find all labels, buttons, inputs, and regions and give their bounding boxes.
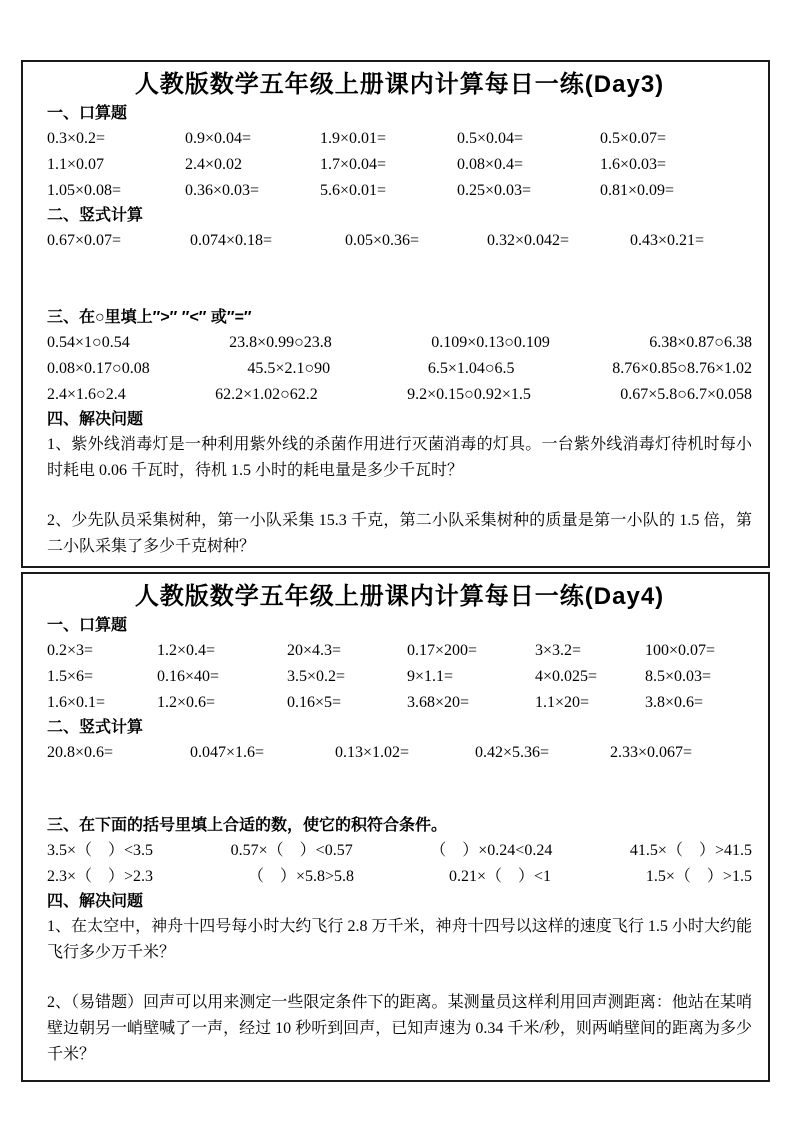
section-heading-oral-day3: 一、口算题: [47, 105, 128, 122]
section-heading-vertical-day3: 二、竖式计算: [47, 207, 144, 224]
exercise-row: [47, 228, 752, 254]
word-problems-day4: [47, 914, 752, 1068]
section-heading-oral-day4: 一、口算题: [47, 617, 128, 634]
exercise-item: （ ）×5.8>5.8: [247, 868, 355, 885]
exercise-item: 1.6×0.03=: [600, 156, 667, 173]
exercise-item: 0.16×5=: [287, 694, 342, 711]
exercise-item: 41.5×（ ）>41.5: [629, 842, 752, 859]
worksheet-title-day4: 人教版数学五年级上册课内计算每日一练(Day4): [134, 583, 665, 610]
vertical-exercises-day3: [47, 228, 752, 254]
exercise-item: 0.074×0.18=: [190, 232, 273, 249]
section-heading-compare-day4: 三、在下面的括号里填上合适的数，使它的积符合条件。: [47, 817, 448, 834]
word-problem: 2、（易错题）回声可以用来测定一些限定条件下的距离。某测量员这样利用回声测距离：他站在某哨壁边朝另一峭壁喊了一声，经过 10 秒听到回声，已知声速为 0.34 千米/秒，则两峭壁间的距离为多少千米？: [47, 994, 752, 1063]
exercise-item: 0.32×0.042=: [487, 232, 570, 249]
exercise-item: 0.81×0.09=: [600, 182, 675, 199]
exercise-item: 20×4.3=: [287, 642, 342, 659]
exercise-item: 1.1×0.07: [47, 156, 105, 173]
exercise-item: 45.5×2.1○90: [247, 360, 331, 377]
word-problem: 2、少先队员采集树种，第一小队采集 15.3 千克，第二小队采集树种的质量是第一小队的 1.5 倍，第二小队采集了多少千克树种？: [47, 512, 752, 555]
exercise-row: [47, 740, 752, 766]
exercise-row: [47, 356, 752, 382]
exercise-item: 3.68×20=: [407, 694, 470, 711]
exercise-row: [47, 690, 752, 716]
oral-exercises-day3: [47, 126, 752, 204]
exercise-item: 0.36×0.03=: [185, 182, 260, 199]
exercise-item: （ ）×0.24<0.24: [430, 842, 553, 859]
exercise-item: 0.05×0.36=: [345, 232, 420, 249]
exercise-row: [47, 152, 752, 178]
exercise-item: 1.2×0.4=: [157, 642, 216, 659]
exercise-row: [47, 126, 752, 152]
exercise-item: 0.42×5.36=: [475, 744, 550, 761]
compare-exercises-day3: [47, 330, 752, 408]
section-heading-compare-day3: 三、在○里填上″>″ ″<″ 或″=″: [47, 309, 252, 326]
exercise-item: 1.5×6=: [47, 668, 94, 685]
exercise-row: [47, 664, 752, 690]
exercise-item: 0.67×5.8○6.7×0.058: [620, 386, 752, 403]
exercise-item: 20.8×0.6=: [47, 744, 114, 761]
worksheet-day3: [21, 60, 770, 568]
exercise-item: 3.5×（ ）<3.5: [47, 842, 154, 859]
exercise-row: [47, 864, 752, 890]
exercise-item: 0.2×3=: [47, 642, 94, 659]
exercise-item: 0.08×0.17○0.08: [47, 360, 150, 377]
compare-exercises-day4: [47, 838, 752, 890]
exercise-item: 1.7×0.04=: [320, 156, 387, 173]
worksheet-day4: [21, 572, 770, 1082]
exercise-item: 0.5×0.04=: [457, 130, 524, 147]
exercise-item: 0.67×0.07=: [47, 232, 122, 249]
exercise-item: 0.13×1.02=: [335, 744, 410, 761]
exercise-item: 0.43×0.21=: [630, 232, 705, 249]
exercise-row: [47, 638, 752, 664]
exercise-item: 1.1×20=: [535, 694, 590, 711]
vertical-exercises-day4: [47, 740, 752, 766]
exercise-item: 6.38×0.87○6.38: [649, 334, 752, 351]
exercise-item: 1.2×0.6=: [157, 694, 216, 711]
exercise-item: 0.5×0.07=: [600, 130, 667, 147]
exercise-item: 0.57×（ ）<0.57: [230, 842, 353, 859]
exercise-row: [47, 382, 752, 408]
word-problem: 1、在太空中，神舟十四号每小时大约飞行 2.8 万千米，神舟十四号以这样的速度飞行 1.5 小时大约能飞行多少万千米？: [47, 918, 752, 961]
exercise-item: 5.6×0.01=: [320, 182, 387, 199]
word-problems-day3: [47, 432, 752, 560]
word-problem: 1、紫外线消毒灯是一种利用紫外线的杀菌作用进行灭菌消毒的灯具。一台紫外线消毒灯待机时每小时耗电 0.06 千瓦时，待机 1.5 小时的耗电量是多少千瓦时？: [47, 436, 752, 479]
exercise-item: 2.4×1.6○2.4: [47, 386, 126, 403]
section-heading-problems-day4: 四、解决问题: [47, 893, 144, 910]
exercise-item: 0.9×0.04=: [185, 130, 252, 147]
exercise-item: 8.5×0.03=: [645, 668, 712, 685]
exercise-item: 2.4×0.02: [185, 156, 243, 173]
section-heading-vertical-day4: 二、竖式计算: [47, 719, 144, 736]
exercise-item: 1.6×0.1=: [47, 694, 106, 711]
exercise-item: 62.2×1.02○62.2: [215, 386, 318, 403]
exercise-item: 0.21×（ ）<1: [448, 868, 551, 885]
exercise-item: 0.25×0.03=: [457, 182, 532, 199]
exercise-item: 3.5×0.2=: [287, 668, 346, 685]
exercise-item: 0.17×200=: [407, 642, 478, 659]
exercise-item: 2.3×（ ）>2.3: [47, 868, 154, 885]
exercise-item: 0.16×40=: [157, 668, 220, 685]
exercise-item: 3.8×0.6=: [645, 694, 704, 711]
exercise-item: 23.8×0.99○23.8: [229, 334, 332, 351]
exercise-item: 100×0.07=: [645, 642, 716, 659]
exercise-item: 3×3.2=: [535, 642, 582, 659]
exercise-item: 1.9×0.01=: [320, 130, 387, 147]
exercise-item: 0.08×0.4=: [457, 156, 524, 173]
exercise-item: 9.2×0.15○0.92×1.5: [407, 386, 531, 403]
exercise-item: 0.54×1○0.54: [47, 334, 130, 351]
oral-exercises-day4: [47, 638, 752, 716]
exercise-row: [47, 838, 752, 864]
exercise-item: 8.76×0.85○8.76×1.02: [612, 360, 752, 377]
exercise-item: 2.33×0.067=: [610, 744, 693, 761]
section-heading-problems-day3: 四、解决问题: [47, 411, 144, 428]
exercise-item: 6.5×1.04○6.5: [427, 360, 515, 377]
worksheet-title-day3: 人教版数学五年级上册课内计算每日一练(Day3): [134, 71, 665, 98]
exercise-row: [47, 178, 752, 204]
exercise-row: [47, 330, 752, 356]
exercise-item: 1.5×（ ）>1.5: [645, 868, 752, 885]
exercise-item: 4×0.025=: [535, 668, 598, 685]
exercise-item: 0.3×0.2=: [47, 130, 106, 147]
exercise-item: 1.05×0.08=: [47, 182, 122, 199]
exercise-item: 0.047×1.6=: [190, 744, 265, 761]
exercise-item: 9×1.1=: [407, 668, 454, 685]
exercise-item: 0.109×0.13○0.109: [431, 334, 550, 351]
